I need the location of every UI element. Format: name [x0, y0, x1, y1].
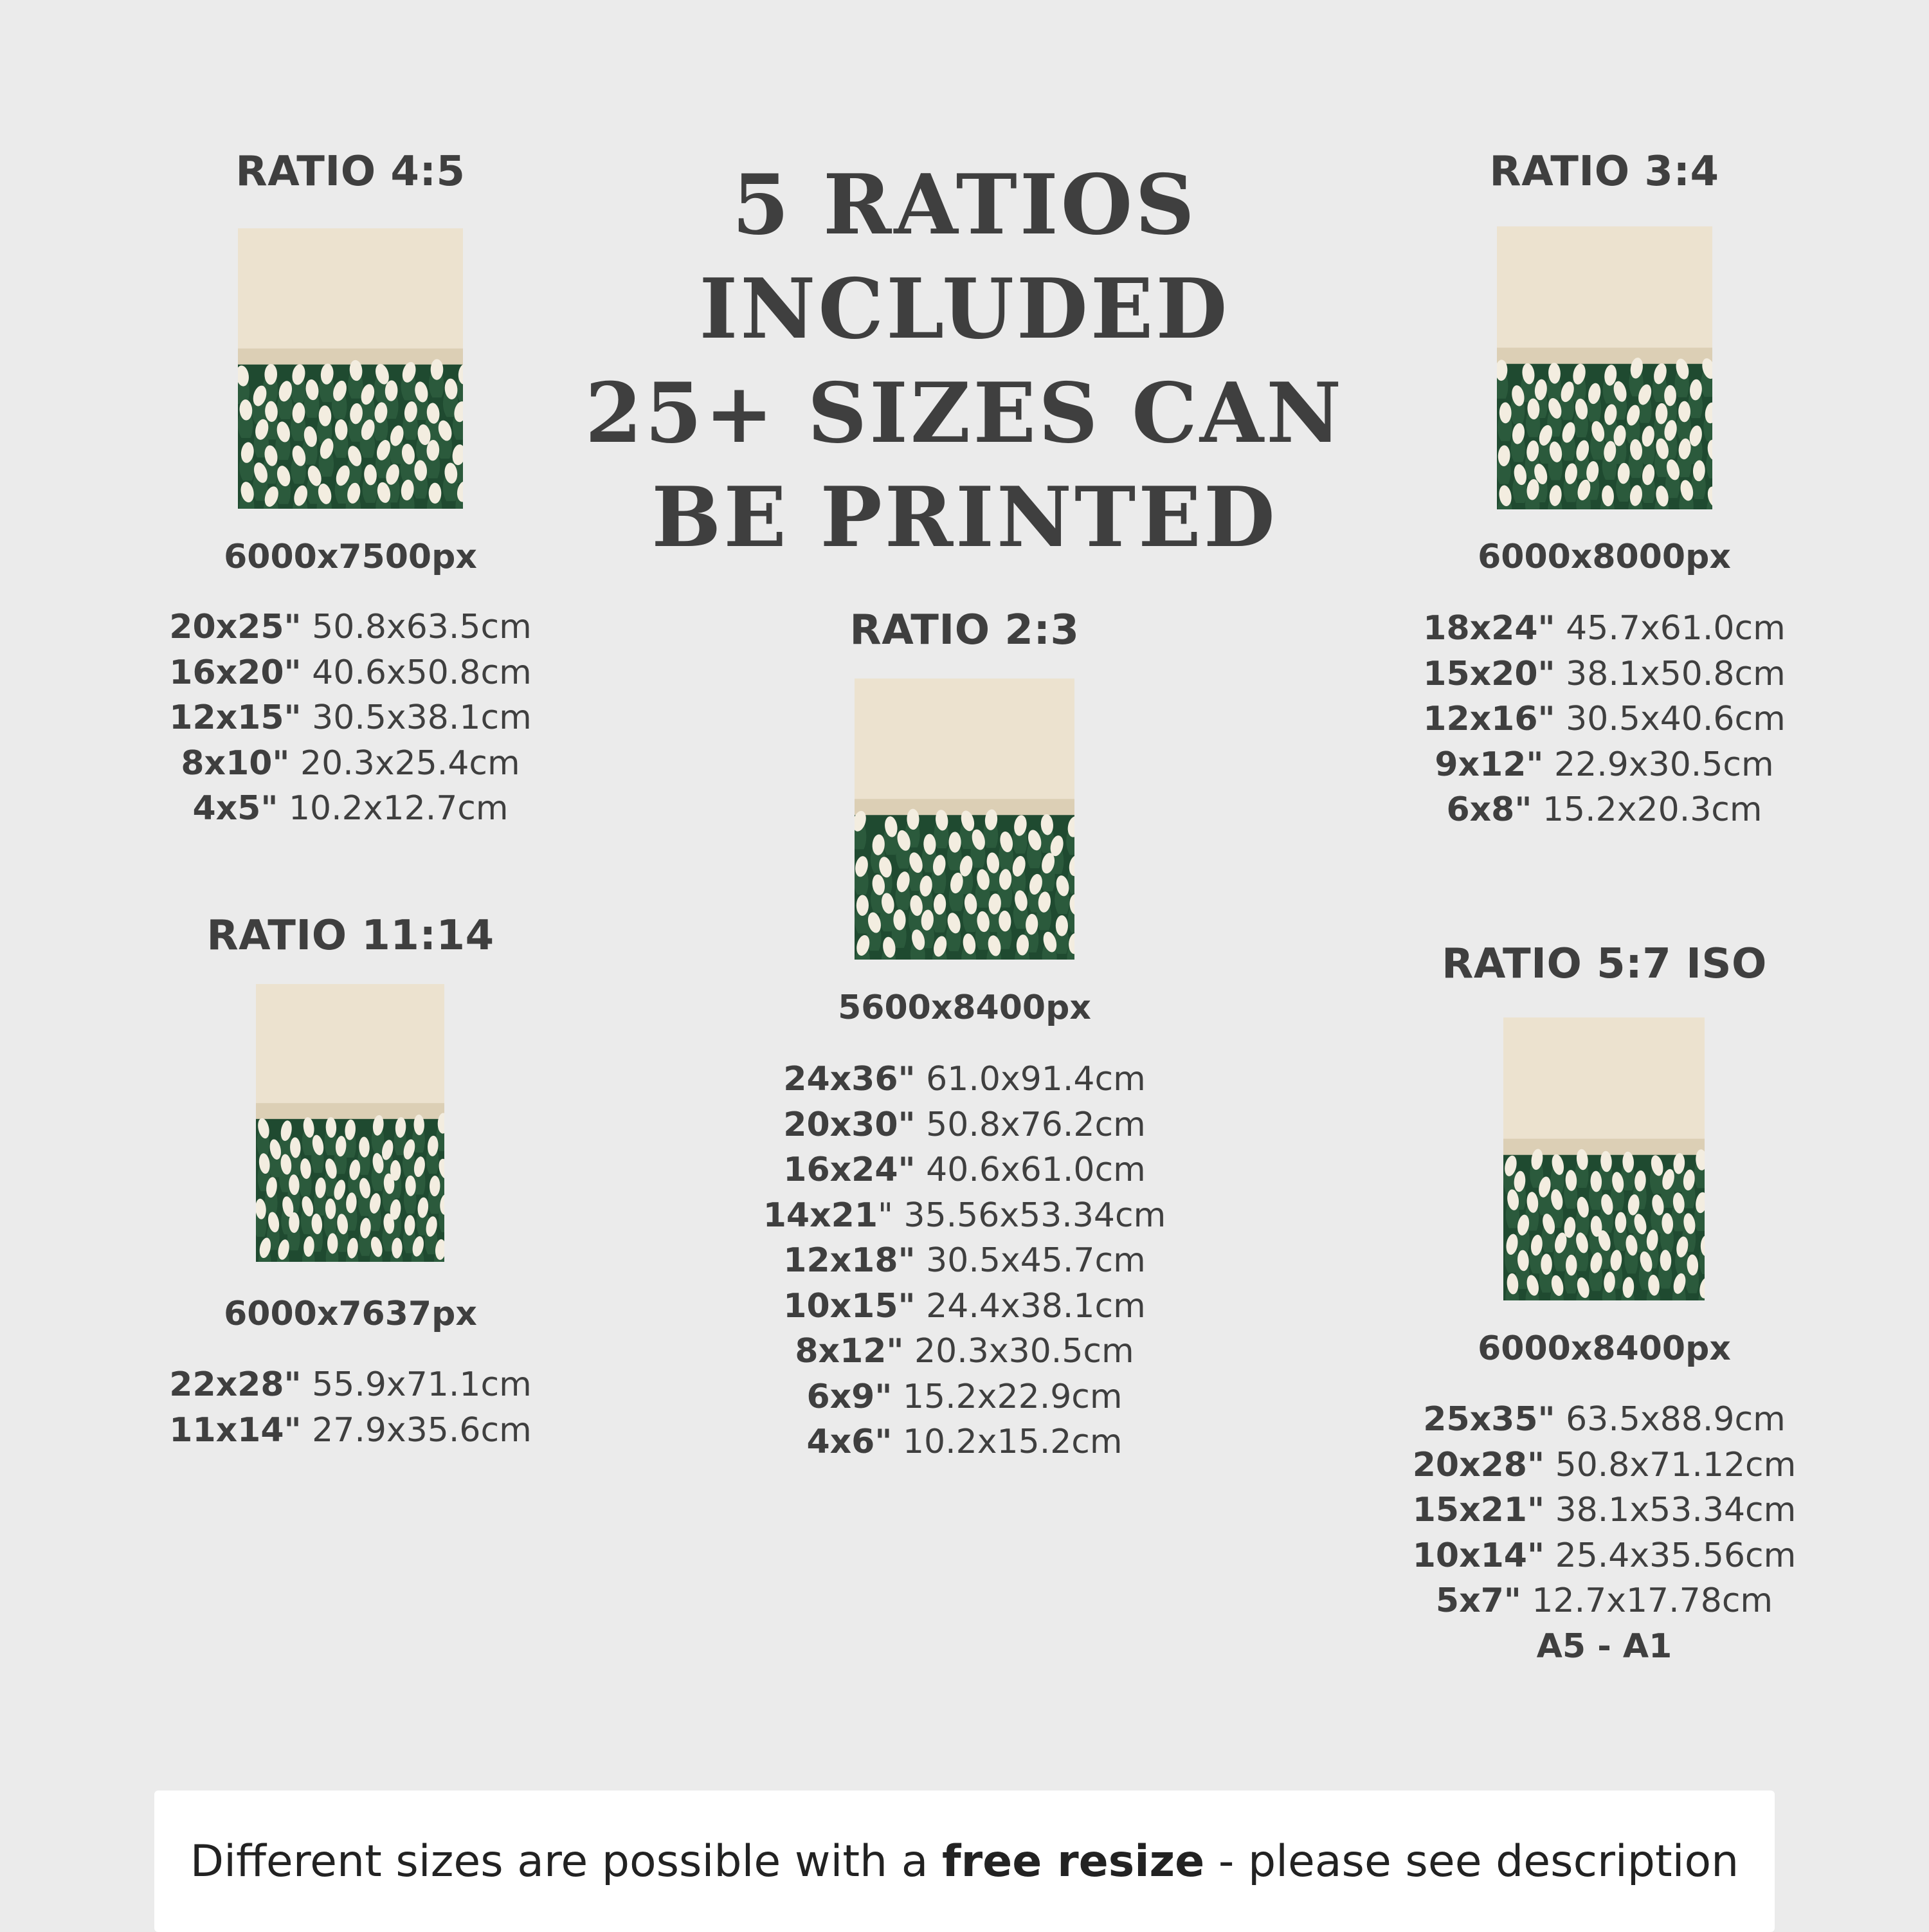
size-centimeters: 15.2x20.3cm — [1532, 790, 1762, 829]
size-list — [93, 1362, 608, 1453]
size-centimeters: 55.9x71.1cm — [301, 1365, 532, 1404]
tulip-artwork — [1497, 226, 1712, 509]
size-centimeters: 40.6x50.8cm — [301, 653, 532, 692]
tulip-artwork — [256, 984, 444, 1262]
size-inches: 12x15" — [169, 698, 302, 737]
size-inches: 20x28" — [1412, 1445, 1545, 1484]
size-list — [707, 1057, 1222, 1465]
size-row — [1347, 1533, 1861, 1579]
size-centimeters: 27.9x35.6cm — [301, 1410, 532, 1450]
footer-note — [154, 1791, 1775, 1932]
ratio-5-7-iso-block — [1347, 940, 1861, 1712]
headline-line-4: BE PRINTED — [651, 469, 1278, 566]
size-row — [707, 1193, 1222, 1239]
size-inches: 10x15" — [783, 1286, 916, 1326]
ratio-title: RATIO 5:7 ISO — [1442, 940, 1767, 988]
size-inches: 15x20" — [1423, 654, 1555, 693]
tulip-artwork — [238, 228, 463, 509]
size-centimeters: 25.4x35.56cm — [1544, 1536, 1797, 1575]
size-inches: 8x10" — [181, 743, 290, 783]
size-centimeters: 45.7x61.0cm — [1555, 609, 1786, 648]
size-centimeters: 10.2x15.2cm — [892, 1423, 1123, 1461]
size-inches: 20x30" — [783, 1105, 916, 1144]
size-centimeters: 20.3x25.4cm — [289, 743, 520, 783]
size-inches: 20x25" — [169, 608, 302, 646]
size-inches: 4x5" — [192, 789, 278, 828]
size-inches: 12x16" — [1423, 700, 1555, 738]
size-centimeters: 20.3x30.5cm — [903, 1332, 1134, 1371]
size-row — [707, 1147, 1222, 1193]
size-inches: 11x14" — [169, 1410, 302, 1450]
size-row — [1347, 787, 1861, 833]
size-centimeters: 50.8x63.5cm — [301, 608, 532, 646]
ratio-2-3-block — [707, 606, 1222, 1507]
size-row — [1347, 1443, 1861, 1488]
size-centimeters: 10.2x12.7cm — [278, 789, 509, 828]
size-row — [707, 1102, 1222, 1148]
size-inches: 16x20" — [169, 653, 302, 692]
size-centimeters: 50.8x76.2cm — [915, 1105, 1146, 1144]
size-row — [707, 1057, 1222, 1102]
size-row — [1347, 742, 1861, 788]
size-centimeters: 24.4x38.1cm — [915, 1286, 1146, 1326]
ratio-3-4-block — [1347, 148, 1861, 855]
size-row — [707, 1374, 1222, 1420]
size-row — [93, 1362, 608, 1408]
size-row — [707, 1419, 1222, 1465]
ratio-title: RATIO 4:5 — [235, 148, 466, 196]
tulip-artwork — [855, 679, 1074, 960]
pixel-dimensions: 6000x8000px — [1478, 538, 1731, 576]
size-row — [707, 1329, 1222, 1374]
size-centimeters: 15.2x22.9cm — [892, 1377, 1123, 1416]
size-row — [93, 741, 608, 787]
size-inches: 6x8" — [1446, 790, 1532, 829]
size-centimeters: 30.5x45.7cm — [915, 1241, 1146, 1280]
tulip-artwork — [1503, 1017, 1705, 1300]
size-inches: A5 - A1 — [1536, 1627, 1672, 1666]
size-inches: 16x24" — [783, 1151, 916, 1189]
size-row — [1347, 606, 1861, 652]
size-row — [707, 1284, 1222, 1329]
size-inches: 25x35" — [1423, 1400, 1555, 1439]
ratio-title: RATIO 3:4 — [1489, 148, 1719, 196]
headline-line-2: INCLUDED — [699, 261, 1230, 358]
size-inches: 10x14" — [1412, 1536, 1545, 1575]
pixel-dimensions: 6000x7637px — [224, 1295, 477, 1333]
size-list — [93, 605, 608, 832]
pixel-dimensions: 5600x8400px — [838, 989, 1091, 1027]
size-centimeters: 50.8x71.12cm — [1544, 1445, 1797, 1484]
size-centimeters: " 35.56x53.34cm — [878, 1196, 1166, 1235]
size-inches: 12x18" — [783, 1241, 916, 1280]
size-row — [1347, 652, 1861, 697]
size-inches: 6x9" — [806, 1377, 892, 1416]
ratio-title: RATIO 11:14 — [206, 912, 494, 960]
size-row — [1347, 1488, 1861, 1533]
size-centimeters: 30.5x38.1cm — [301, 698, 532, 737]
size-centimeters: 61.0x91.4cm — [915, 1060, 1146, 1098]
size-centimeters: 63.5x88.9cm — [1555, 1400, 1786, 1439]
size-row — [93, 786, 608, 832]
size-row — [93, 650, 608, 696]
size-centimeters: 38.1x50.8cm — [1555, 654, 1786, 693]
headline — [579, 153, 1350, 570]
headline-line-1: 5 RATIOS — [732, 157, 1197, 253]
size-inches: 18x24" — [1423, 609, 1555, 648]
size-centimeters: 40.6x61.0cm — [915, 1151, 1146, 1189]
size-centimeters: 22.9x30.5cm — [1543, 745, 1774, 784]
size-centimeters: 38.1x53.34cm — [1544, 1491, 1797, 1529]
size-inches: 14x21 — [763, 1196, 878, 1235]
footer-text-before: Different sizes are possible with a — [190, 1836, 943, 1887]
size-row — [1347, 697, 1861, 742]
pixel-dimensions: 6000x7500px — [224, 538, 477, 576]
ratio-title: RATIO 2:3 — [849, 606, 1080, 654]
size-inches: 5x7" — [1435, 1581, 1521, 1620]
size-row — [93, 695, 608, 741]
size-row — [707, 1238, 1222, 1284]
size-centimeters: 12.7x17.78cm — [1521, 1581, 1773, 1620]
size-inches: 22x28" — [169, 1365, 302, 1404]
size-list — [1347, 606, 1861, 833]
size-inches: 8x12" — [795, 1332, 904, 1371]
size-centimeters: 30.5x40.6cm — [1555, 700, 1786, 738]
footer-text-bold: free resize — [942, 1836, 1205, 1887]
size-inches: 9x12" — [1435, 745, 1544, 784]
size-list — [1347, 1397, 1861, 1669]
size-inches: 24x36" — [783, 1060, 916, 1098]
size-row — [1347, 1624, 1861, 1670]
size-inches: 15x21" — [1412, 1491, 1545, 1529]
size-row — [1347, 1578, 1861, 1624]
ratio-4-5-block — [93, 148, 608, 855]
footer-text-after: - please see description — [1204, 1836, 1739, 1887]
size-inches: 4x6" — [806, 1423, 892, 1461]
size-row — [93, 605, 608, 650]
headline-line-3: 25+ SIZES CAN — [584, 365, 1345, 462]
size-row — [1347, 1397, 1861, 1443]
pixel-dimensions: 6000x8400px — [1478, 1329, 1731, 1368]
size-row — [93, 1408, 608, 1454]
ratio-11-14-block — [93, 912, 608, 1491]
